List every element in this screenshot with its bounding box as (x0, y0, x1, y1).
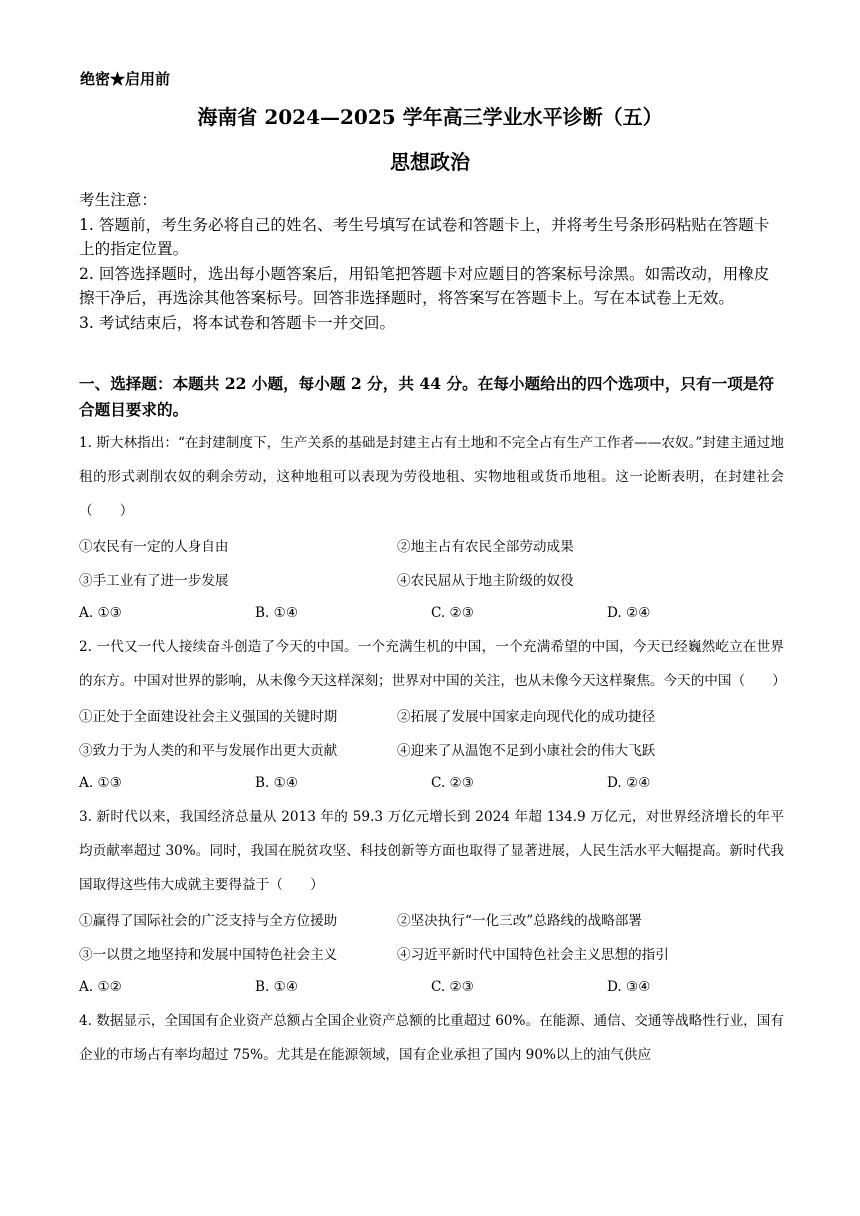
notes-heading: 考生注意： (79, 191, 157, 209)
statement: ③手工业有了进一步发展 (79, 573, 229, 589)
statement: ①赢得了国际社会的广泛支持与全方位援助 (79, 913, 338, 929)
option-b: B. ①④ (255, 775, 299, 791)
option-d: D. ③④ (607, 979, 651, 995)
option-c: C. ②③ (431, 979, 474, 995)
statement-row (79, 936, 784, 970)
option-a: A. ①③ (79, 605, 122, 621)
question-stem: 1. 斯大林指出：“在封建制度下，生产关系的基础是封建主占有土地和不完全占有生产工作者——农奴。”封建主通过地租的形式剥削农奴的剩余劳动，这种地租可以表现为劳役地租、实物地租或货币地租。这一论断表明，在封建社会（ ） (79, 435, 784, 519)
statement-row (79, 902, 784, 936)
note-item: 3. 考试结束后，将本试卷和答题卡一并交回。 (79, 313, 396, 332)
question-1 (79, 426, 784, 630)
statement: ②坚决执行“一化三改”总路线的战略部署 (397, 913, 642, 929)
note-item: 2. 回答选择题时，选出每小题答案后，用铅笔把答题卡对应题目的答案标号涂黑。如需改动，用橡皮擦干净后，再选涂其他答案标号。回答非选择题时，将答案写在答题卡上。写在本试卷上无效。 (79, 264, 770, 308)
subject-title: 思想政治 (390, 150, 470, 174)
statement-row (79, 528, 784, 562)
option-b: B. ①④ (255, 605, 299, 621)
statement-row (79, 698, 784, 732)
statement: ②拓展了发展中国家走向现代化的成功捷径 (397, 709, 656, 725)
note-item: 1. 答题前，考生务必将自己的姓名、考生号填写在试卷和答题卡上，并将考生号条形码粘贴在答题卡上的指定位置。 (79, 215, 770, 259)
confidential-label: 绝密★启用前 (80, 70, 171, 88)
option-row (79, 596, 784, 630)
question-2 (79, 630, 784, 800)
statement: ④迎来了从温饱不足到小康社会的伟大飞跃 (397, 743, 656, 759)
option-c: C. ②③ (431, 775, 474, 791)
question-stem: 4. 数据显示，全国国有企业资产总额占全国企业资产总额的比重超过 60%。在能源、通信、交通等战略性行业，国有企业的市场占有率均超过 75%。尤其是在能源领域，国有企业承担了国内 90%以上的油气供应 (79, 1013, 784, 1063)
statement-row (79, 732, 784, 766)
option-a: A. ①③ (79, 775, 122, 791)
statement: ②地主占有农民全部劳动成果 (397, 539, 574, 555)
section-heading: 一、选择题：本题共 22 小题，每小题 2 分，共 44 分。在每小题给出的四个选项中，只有一项是符合题目要求的。 (79, 374, 774, 419)
question-stem: 3. 新时代以来，我国经济总量从 2013 年的 59.3 万亿元增长到 2024 年超 134.9 万亿元，对世界经济增长的年平均贡献率超过 30%。同时，我国在脱贫攻坚、科技创新等方面也取得了显著进展，人民生活水平大幅提高。新时代我国取得这些伟大成就主要得益于（ ） (79, 809, 784, 893)
option-d: D. ②④ (607, 605, 651, 621)
statement: ③一以贯之地坚持和发展中国特色社会主义 (79, 947, 338, 963)
question-4 (79, 1004, 784, 1072)
option-row (79, 970, 784, 1004)
candidate-notes (79, 188, 784, 336)
statement: ①正处于全面建设社会主义强国的关键时期 (79, 709, 338, 725)
option-d: D. ②④ (607, 775, 651, 791)
statement: ①农民有一定的人身自由 (79, 539, 229, 555)
statement: ③致力于为人类的和平与发展作出更大贡献 (79, 743, 338, 759)
statement: ④农民屈从于地主阶级的奴役 (397, 573, 574, 589)
option-row (79, 766, 784, 800)
option-b: B. ①④ (255, 979, 299, 995)
option-a: A. ①② (79, 979, 122, 995)
question-3 (79, 800, 784, 1004)
question-stem: 2. 一代又一代人接续奋斗创造了今天的中国。一个充满生机的中国，一个充满希望的中国，今天已经巍然屹立在世界的东方。中国对世界的影响，从未像今天这样深刻；世界对中国的关注，也从未像今天这样聚焦。今天的中国（ ） (79, 639, 786, 689)
exam-title: 海南省 2024—2025 学年高三学业水平诊断（五） (197, 105, 663, 129)
statement-row (79, 562, 784, 596)
option-c: C. ②③ (431, 605, 474, 621)
statement: ④习近平新时代中国特色社会主义思想的指引 (397, 947, 669, 963)
question-list (79, 426, 784, 1072)
